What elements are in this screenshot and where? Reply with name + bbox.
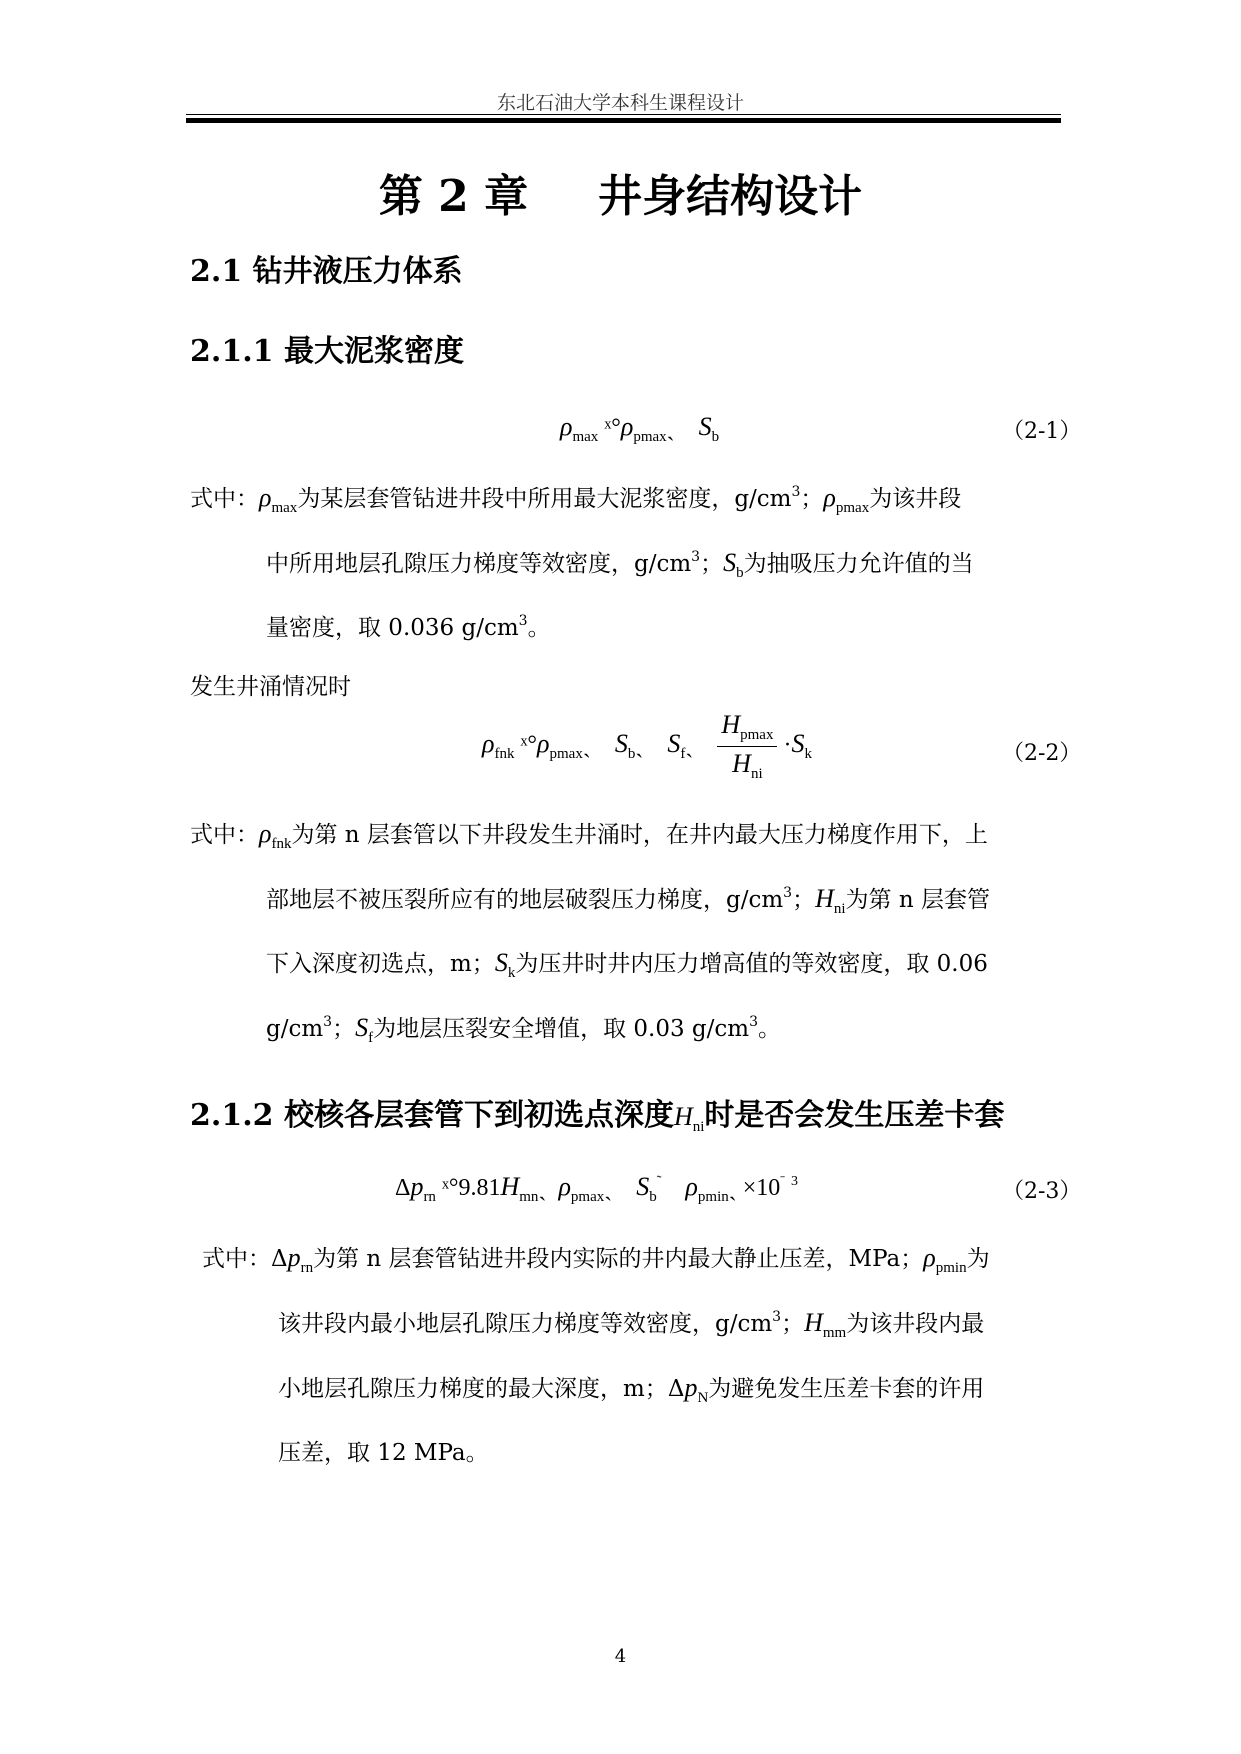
section-heading-2-1-2: 2.1.2 校核各层套管下到初选点深度$H_{ni}$时是否会发生压差卡套: [190, 1098, 1005, 1135]
definition-line: 式中：$\rho_{max}$为某层套管钻进井段中所用最大泥浆密度，$g/cm^3$；$\rho_{pmax}$为该井段: [190, 483, 962, 516]
section-heading-2-1: 2.1 钻井液压力体系: [190, 254, 463, 289]
definition-line: 式中：$\rho_{fnk}$为第 n 层套管以下井段发生井涌时，在井内最大压力梯度作用下，上: [190, 819, 988, 852]
header-rule-thin: [186, 114, 1061, 115]
header-rule-thick: [186, 118, 1061, 123]
equation-2-3: $\Delta p_{rn}$ $ˣ^\circ 9.81H_{mn}ˏ$ $\rho_{pmax}ˏ$ $S_b^˜$ $\rho_{pmin}ˏ \times 10^ˉ$ $^3$: [395, 1172, 798, 1205]
definition-line: 中所用地层孔隙压力梯度等效密度，$g/cm^3$；$S_b$为抽吸压力允许值的当: [266, 548, 974, 581]
definition-line: 小地层孔隙压力梯度的最大深度，m；$\Delta p_N$为避免发生压差卡套的许用: [278, 1373, 985, 1406]
chapter-title: [0, 160, 1241, 224]
definition-line: 压差，取 12 MPa。: [278, 1440, 489, 1466]
page-number: 4: [614, 1646, 627, 1667]
page-header: 东北石油大学本科生课程设计: [496, 92, 744, 114]
equation-number-2-3: （2-3）: [1002, 1179, 1082, 1204]
equation-number-2-1: （2-1）: [1002, 419, 1082, 444]
definition-line: 部地层不被压裂所应有的地层破裂压力梯度，$g/cm^3$；$H_{ni}$为第 n 层套管: [266, 884, 990, 917]
equation-operator: ˣ°: [441, 1175, 459, 1201]
section-heading-2-1-1: 2.1.1 最大泥浆密度: [190, 334, 464, 369]
equation-operator: ˣ°: [520, 732, 538, 759]
chapter-number: 第 2 章: [378, 171, 529, 222]
equation-operator: ˣ°: [604, 415, 621, 441]
definition-line: 量密度，取 0.036 $g/cm^3$。: [266, 613, 551, 641]
fraction: $\frac{H_{pmax}}{H_{ni}}$: [717, 710, 777, 783]
definition-line: 该井段内最小地层孔隙压力梯度等效密度，$g/cm^3$；$H_{mm}$为该井段内最: [278, 1308, 985, 1341]
definition-line: 式中：$\Delta p_{rn}$为第 n 层套管钻进井段内实际的井内最大静止压差，MPa；$\rho_{pmin}$为: [202, 1243, 990, 1276]
equation-2-2: $\rho_{fnk}$ $ˣ^\circ\rho_{pmax}ˏ$ $S_bˏ$ $S_fˏ$ $\frac{H_{pmax}}{H_{ni}}$ $\cdot S_k$: [482, 710, 812, 782]
definition-line: 下入深度初选点，m；$S_k$为压井时井内压力增高值的等效密度，取 0.06: [266, 948, 988, 981]
paragraph-kick: 发生井涌情况时: [190, 674, 351, 700]
chapter-name: 井身结构设计: [598, 171, 863, 222]
equation-number-2-2: （2-2）: [1002, 741, 1082, 766]
equation-2-1: $\rho_{max}$ $ˣ^\circ\rho_{pmax}ˏ$ $S_b$: [560, 412, 720, 445]
definition-line: $g/cm^3$；$S_f$为地层压裂安全增值，取 0.03 $g/cm^3$。: [266, 1013, 782, 1046]
